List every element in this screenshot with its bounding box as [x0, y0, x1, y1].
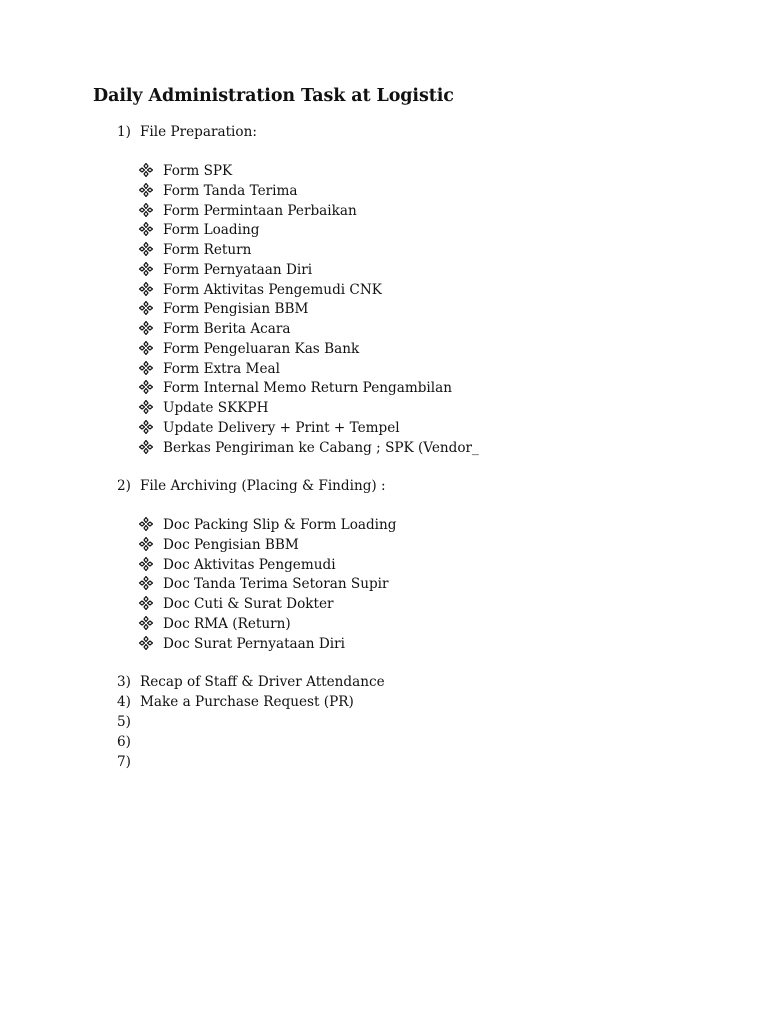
- four-diamond-bullet-icon: [139, 517, 153, 531]
- four-diamond-bullet-icon: [139, 440, 153, 454]
- list-item-label: Form Return: [163, 242, 252, 258]
- list-item-label: Form Internal Memo Return Pengambilan: [163, 380, 452, 397]
- list-item-label: Form Permintaan Perbaikan: [163, 202, 357, 219]
- section-heading: File Preparation:: [140, 124, 257, 140]
- four-diamond-bullet-icon: [139, 576, 153, 590]
- four-diamond-bullet-icon: [139, 537, 153, 551]
- list-item-label: Doc Tanda Terima Setoran Supir: [163, 576, 389, 593]
- four-diamond-bullet-icon: [139, 557, 153, 571]
- list-item-label: Update Delivery + Print + Tempel: [163, 419, 400, 436]
- section-number: 4): [117, 694, 131, 710]
- four-diamond-bullet-icon: [139, 242, 153, 256]
- section-heading: Make a Purchase Request (PR): [140, 694, 354, 710]
- four-diamond-bullet-icon: [139, 636, 153, 650]
- section-number: 7): [117, 754, 131, 770]
- section-number: 5): [117, 714, 131, 730]
- list-item-label: Form Pernyataan Diri: [163, 261, 313, 278]
- four-diamond-bullet-icon: [139, 361, 153, 375]
- four-diamond-bullet-icon: [139, 262, 153, 276]
- list-item-label: Form Aktivitas Pengemudi CNK: [163, 281, 382, 298]
- section-heading: Recap of Staff & Driver Attendance: [140, 674, 385, 690]
- four-diamond-bullet-icon: [139, 163, 153, 177]
- list-item-label: Form SPK: [163, 163, 233, 179]
- list-item-label: Doc Packing Slip & Form Loading: [163, 517, 397, 533]
- four-diamond-bullet-icon: [139, 341, 153, 355]
- list-item-label: Form Berita Acara: [163, 321, 291, 337]
- list-item-label: Doc RMA (Return): [163, 615, 291, 632]
- list-item-label: Form Extra Meal: [163, 360, 280, 377]
- list-item-label: Doc Aktivitas Pengemudi: [163, 556, 336, 573]
- list-item-label: Update SKKPH: [163, 400, 269, 416]
- list-item-label: Form Tanda Terima: [163, 182, 298, 199]
- four-diamond-bullet-icon: [139, 400, 153, 414]
- section-number: 2): [117, 478, 131, 494]
- section-number: 3): [117, 674, 131, 690]
- section-number: 1): [117, 124, 131, 140]
- four-diamond-bullet-icon: [139, 596, 153, 610]
- four-diamond-bullet-icon: [139, 616, 153, 630]
- four-diamond-bullet-icon: [139, 321, 153, 335]
- list-item-label: Form Pengeluaran Kas Bank: [163, 340, 360, 357]
- list-item-label: Form Pengisian BBM: [163, 301, 309, 318]
- four-diamond-bullet-icon: [139, 380, 153, 394]
- document-title: Daily Administration Task at Logistic: [93, 86, 454, 106]
- list-item-label: Doc Pengisian BBM: [163, 536, 299, 553]
- section-heading: File Archiving (Placing & Finding) :: [140, 478, 386, 494]
- four-diamond-bullet-icon: [139, 222, 153, 236]
- list-item-label: Doc Cuti & Surat Dokter: [163, 596, 334, 612]
- four-diamond-bullet-icon: [139, 203, 153, 217]
- list-item-label: Berkas Pengiriman ke Cabang ; SPK (Vendor_: [163, 439, 479, 456]
- four-diamond-bullet-icon: [139, 282, 153, 296]
- list-item-label: Form Loading: [163, 222, 260, 239]
- four-diamond-bullet-icon: [139, 420, 153, 434]
- section-number: 6): [117, 734, 131, 750]
- four-diamond-bullet-icon: [139, 301, 153, 315]
- list-item-label: Doc Surat Pernyataan Diri: [163, 635, 345, 652]
- four-diamond-bullet-icon: [139, 183, 153, 197]
